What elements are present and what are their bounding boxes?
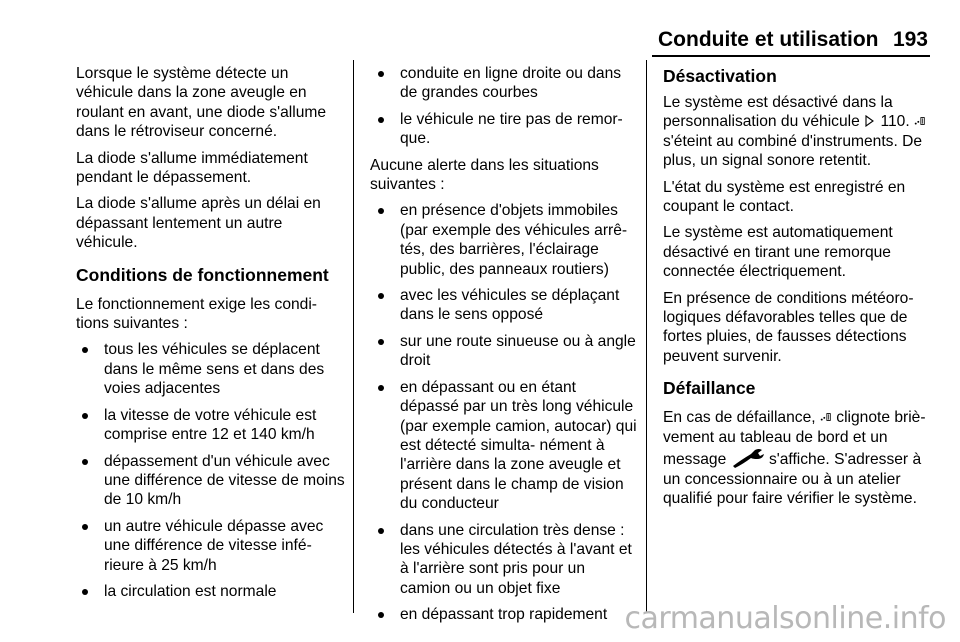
bullet-dot [82, 347, 88, 353]
side-blind-spot-warning-icon [820, 411, 832, 423]
list-item: la vitesse de votre véhicule est comprise entre 12 et 140 km/h [76, 406, 348, 445]
list-item: la circulation est normale [76, 582, 348, 601]
failure-paragraph: En cas de défaillance, clignote briè- vement au tableau de bord et un message s'affiche. S'adresser à un concessionnaire ou à un atelier qualifié pour faire vérifier le système. [663, 409, 926, 507]
no-alert-list [372, 201, 638, 624]
conditions-list-continued [372, 64, 638, 149]
bullet-dot [378, 208, 384, 214]
list-item: avec les véhicules se déplaçant dans le sens opposé [372, 286, 638, 325]
paragraph-immediate: La diode s'allume immédiatement pendant le dépassement. [76, 149, 308, 187]
paragraph-detection: Lorsque le système détecte un véhicule dans la zone aveugle en roulant en avant, une diode s'allume dans le rétroviseur concerné. [76, 65, 327, 141]
list-item: en présence d'objets immobiles (par exemple des véhicules arrê- tés, des barrières, l'éclairage public, des panneaux routiers) [372, 201, 638, 279]
bullet-dot [82, 589, 88, 595]
conditions-list [76, 340, 348, 601]
list-item: en dépassant ou en étant dépassé par un très long véhicule (par exemple camion, autocar) qui est détecté simulta- nément à l'arrière dans la zone aveugle et présent dans le champ de vision du conducteur [372, 378, 638, 514]
list-item: conduite en ligne droite ou dans de grandes courbes [372, 64, 638, 103]
watermark: carmanualsonline.info [624, 601, 946, 636]
bullet-dot [378, 71, 384, 77]
list-item: un autre véhicule dépasse avec une différence de vitesse infé- rieure à 25 km/h [76, 517, 348, 575]
column-1 [76, 64, 348, 608]
column-2 [372, 64, 638, 632]
deactivation-paragraph-2: L'état du système est enregistré en coupant le contact. [663, 178, 906, 216]
bullet-dot [378, 293, 384, 299]
bullet-dot [378, 385, 384, 391]
list-item: sur une route sinueuse ou à angle droit [372, 332, 638, 371]
list-item: tous les véhicules se déplacent dans le même sens et dans des voies adjacentes [76, 340, 348, 398]
list-item: dépassement d'un véhicule avec une différence de vitesse de moins de 10 km/h [76, 452, 348, 510]
bullet-dot [82, 413, 88, 419]
column-divider-2 [646, 60, 647, 613]
bullet-dot [378, 528, 384, 534]
deactivation-paragraph-3: Le système est automatiquement désactivé en tirant une remorque connectée électriquement. [663, 224, 893, 281]
column-3 [663, 64, 931, 515]
list-item: dans une circulation très dense : les véhicules détectés à l'avant et à l'arrière sont pris pour un camion ou un objet fixe [372, 521, 638, 599]
page-number: 193 [892, 28, 928, 51]
page-reference-arrow-icon [864, 115, 876, 127]
section-title-failure: Défaillance [663, 378, 756, 399]
section-title-conditions: Conditions de fonctionnement [76, 264, 329, 285]
wrench-icon [731, 447, 765, 469]
header-rule [652, 55, 930, 57]
no-alert-intro: Aucune alerte dans les situations suivantes : [370, 156, 599, 194]
section-title-deactivation: Désactivation [663, 66, 777, 86]
bullet-dot [82, 459, 88, 465]
side-blind-spot-warning-icon [914, 115, 926, 127]
bullet-dot [378, 117, 384, 123]
list-item: en dépassant trop rapidement [372, 605, 638, 624]
bullet-dot [82, 524, 88, 530]
deactivation-paragraph-4: En présence de conditions météoro- logiques défavorables telles que de fortes pluies, de fausses détections peuvent survenir. [663, 289, 914, 365]
page-title: Conduite et utilisation [658, 28, 879, 51]
bullet-dot [378, 612, 384, 618]
deactivation-paragraph-1: Le système est désactivé dans la personnalisation du véhicule 110. s'éteint au combiné d'instruments. De plus, un signal sonore retentit. [663, 93, 931, 171]
conditions-intro: Le fonctionnement exige les condi- tions suivantes : [76, 295, 317, 333]
column-divider-1 [353, 60, 354, 613]
list-item: le véhicule ne tire pas de remor- que. [372, 110, 638, 149]
bullet-dot [378, 339, 384, 345]
paragraph-delay: La diode s'allume après un délai en dépassant lentement un autre véhicule. [76, 195, 321, 252]
page-header [620, 28, 930, 54]
